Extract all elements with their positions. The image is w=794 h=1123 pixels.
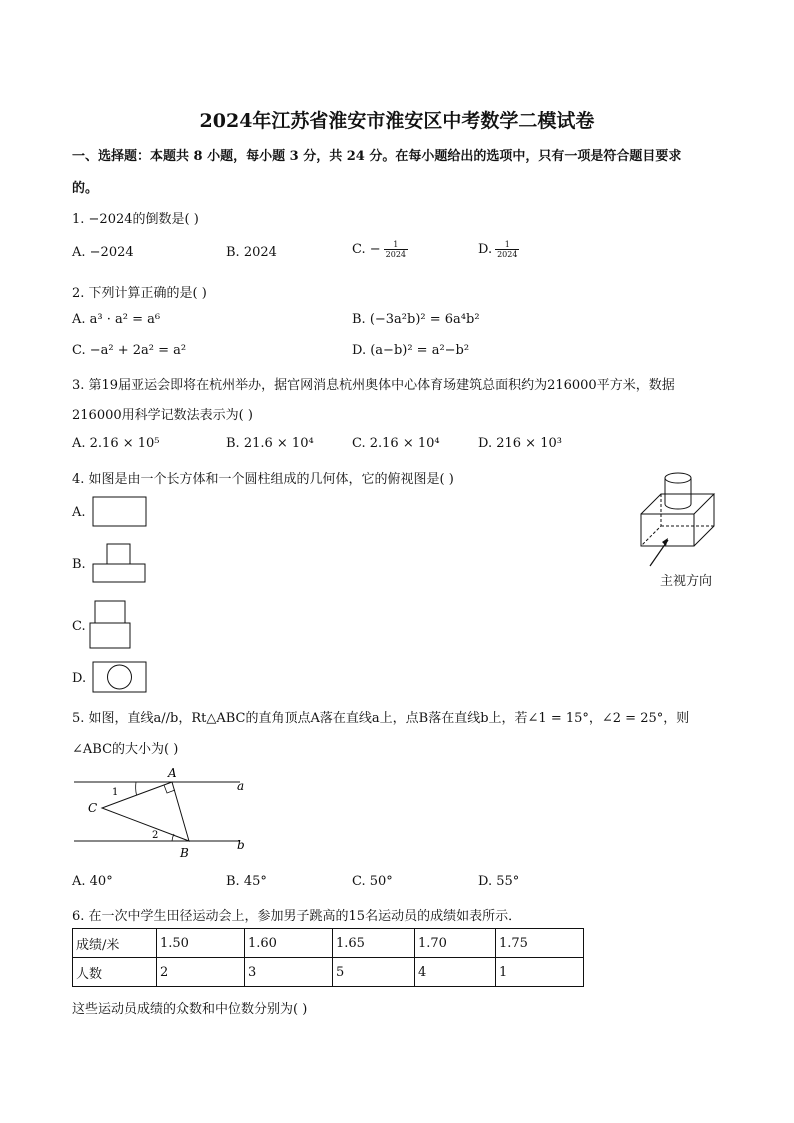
fraction-numerator: 1 <box>384 240 408 250</box>
q6-question: 这些运动员成绩的众数和中位数分别为( ) <box>72 1002 308 1017</box>
q4-option-a-label: A. <box>72 505 86 520</box>
q5-stem-line2: ∠ABC的大小为( ) <box>72 742 179 757</box>
lower-rectangle-shape <box>90 623 130 648</box>
q3-option-d: D. 216 × 10³ <box>478 436 562 451</box>
page-title: 2024年江苏省淮安市淮安区中考数学二模试卷 <box>199 110 595 132</box>
q3-option-b: B. 21.6 × 10⁴ <box>226 436 314 451</box>
table-cell: 1.50 <box>157 929 245 958</box>
q1-option-c-fraction <box>384 240 408 259</box>
q4-option-d-figure <box>90 659 150 697</box>
q2-option-c: C. −a² + 2a² = a² <box>72 343 187 358</box>
q1-option-c <box>352 240 408 259</box>
q2-stem: 2. 下列计算正确的是( ) <box>72 286 207 301</box>
q4-stem: 4. 如图是由一个长方体和一个圆柱组成的几何体，它的俯视图是( ) <box>72 472 454 487</box>
q4-direction-label: 主视方向 <box>660 574 713 589</box>
q1-stem: 1. −2024的倒数是( ) <box>72 212 199 227</box>
circle-shape <box>108 665 132 689</box>
lower-rectangle-shape <box>93 564 145 582</box>
q2-option-a: A. a³ · a² = a⁶ <box>72 312 161 327</box>
q1-option-d-fraction <box>495 240 519 259</box>
q3-stem-line2: 216000用科学记数法表示为( ) <box>72 408 253 423</box>
box-top-face <box>641 494 714 514</box>
table-cell: 5 <box>333 958 415 987</box>
table-row <box>73 958 584 987</box>
section-heading-line2: 的。 <box>72 181 99 196</box>
angle-2-label: 2 <box>152 830 159 841</box>
section-heading-line1: 一、选择题：本题共 8 小题，每小题 3 分，共 24 分。在每小题给出的选项中，只有一项是符合题目要求 <box>72 149 682 164</box>
q4-option-a-figure <box>90 494 150 530</box>
q3-option-c: C. 2.16 × 10⁴ <box>352 436 440 451</box>
q4-option-d-label: D. <box>72 671 87 686</box>
fraction-numerator: 1 <box>495 240 519 250</box>
q3-option-a: A. 2.16 × 10⁵ <box>72 436 160 451</box>
table-cell: 4 <box>415 958 496 987</box>
upper-rectangle-shape <box>95 601 125 623</box>
q5-option-a: A. 40° <box>72 874 113 889</box>
table-cell: 3 <box>245 958 333 987</box>
table-cell: 成绩/米 <box>73 929 157 958</box>
table-cell: 人数 <box>73 958 157 987</box>
angle-1-arc <box>136 782 137 795</box>
table-cell: 1.70 <box>415 929 496 958</box>
table-cell: 1.60 <box>245 929 333 958</box>
q4-option-c-label: C. <box>72 619 86 634</box>
q5-option-d: D. 55° <box>478 874 520 889</box>
table-row <box>73 929 584 958</box>
q6-score-table <box>72 928 584 987</box>
box-right-face <box>694 494 714 546</box>
q5-stem-line1: 5. 如图，直线a//b，Rt△ABC的直角顶点A落在直线a上，点B落在直线b上，若∠1 = 15°，∠2 = 25°，则 <box>72 711 690 726</box>
point-a-label: A <box>168 766 177 780</box>
q2-option-d: D. (a−b)² = a²−b² <box>352 343 470 358</box>
line-b-label: b <box>237 838 245 852</box>
cylinder-base <box>665 504 691 509</box>
fraction-denominator: 2024 <box>385 250 406 259</box>
q4-option-b-figure <box>90 541 150 587</box>
q6-stem: 6. 在一次中学生田径运动会上，参加男子跳高的15名运动员的成绩如表所示． <box>72 909 522 924</box>
point-c-label: C <box>88 801 98 815</box>
box-hidden-edges <box>641 494 661 546</box>
q1-option-a: A. −2024 <box>72 245 134 260</box>
q1-option-d <box>478 240 519 259</box>
table-cell: 1.75 <box>496 929 584 958</box>
upper-rectangle-shape <box>107 544 130 564</box>
point-b-label: B <box>180 846 189 860</box>
cylinder-top <box>665 473 691 483</box>
q4-option-c-figure <box>86 598 136 654</box>
q4-option-b-label: B. <box>72 557 86 572</box>
q3-stem-line1: 3. 第19届亚运会即将在杭州举办，据官网消息杭州奥体中心体育场建筑总面积约为216000平方米，数据 <box>72 378 675 393</box>
q1-option-b: B. 2024 <box>226 245 277 260</box>
line-a-label: a <box>237 779 245 793</box>
q1-option-d-prefix: D. <box>478 242 493 257</box>
q5-figure <box>72 764 262 864</box>
rectangle-shape <box>93 662 146 692</box>
table-cell: 1 <box>496 958 584 987</box>
table-cell: 1.65 <box>333 929 415 958</box>
q1-option-c-prefix: C. − <box>352 242 381 257</box>
table-cell: 2 <box>157 958 245 987</box>
fraction-denominator: 2024 <box>497 250 518 259</box>
q2-option-b: B. (−3a²b)² = 6a⁴b² <box>352 312 480 327</box>
q5-option-b: B. 45° <box>226 874 267 889</box>
rectangle-shape <box>93 497 146 526</box>
q5-option-c: C. 50° <box>352 874 393 889</box>
angle-1-label: 1 <box>112 787 119 798</box>
q4-solid-figure <box>636 466 726 576</box>
